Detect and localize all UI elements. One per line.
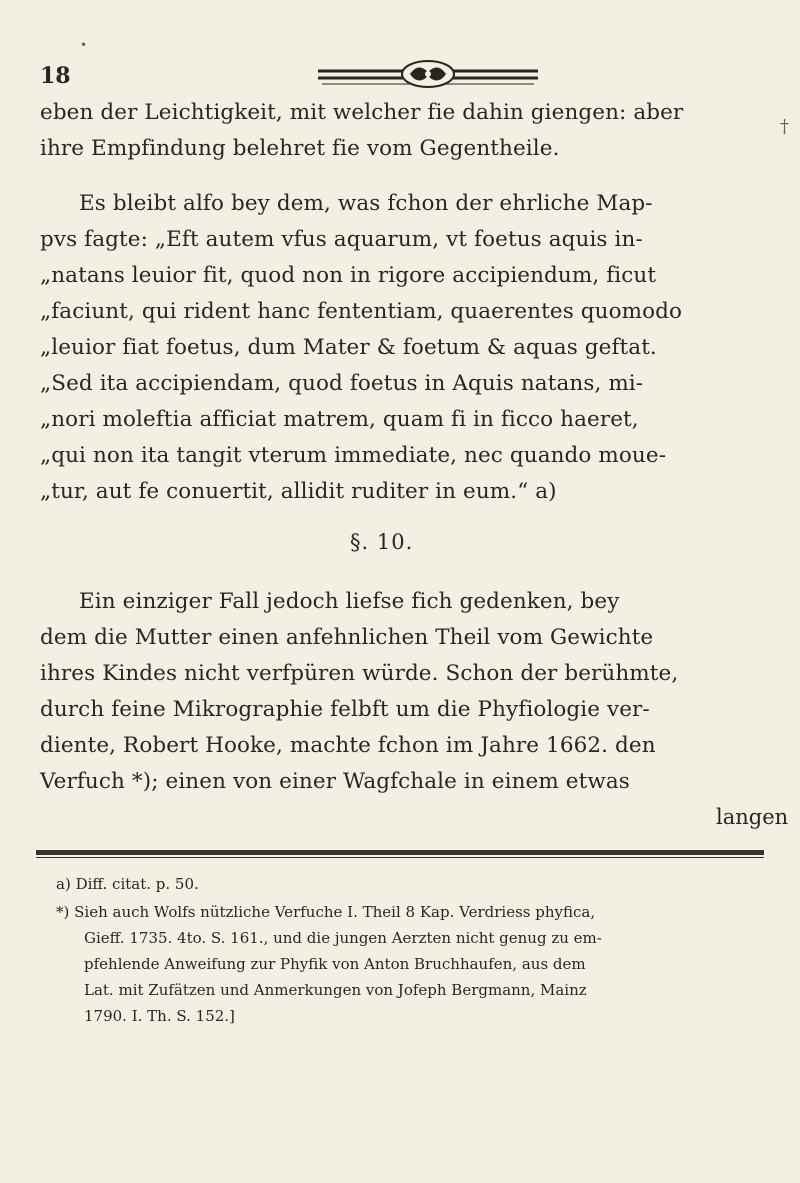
section-line: Verfuch *); einen von einer Wagfchale in einem etwas [40, 769, 630, 794]
page-number: 18 [40, 63, 71, 89]
body-line: „qui non ita tangit vterum immediate, nec quando moue- [40, 443, 667, 468]
section-line: durch feine Mikrographie felbft um die Phyfiologie ver- [40, 697, 650, 722]
section-line: ihres Kindes nicht verfpüren würde. Schon der berühmte, [40, 661, 679, 686]
body-line: „faciunt, qui rident hanc fententiam, quaerentes quomodo [40, 299, 683, 324]
body-line: „Sed ita accipiendam, quod foetus in Aquis natans, mi- [40, 371, 644, 396]
section-heading: §. 10. [350, 530, 414, 554]
section-line: Ein einziger Fall jedoch liefse fich gedenken, bey [79, 589, 620, 614]
body-line: Es bleibt alfo bey dem, was fchon der ehrliche Map- [79, 191, 653, 216]
footnote-line: Gieff. 1735. 4to. S. 161., und die jungen Aerzten nicht genug zu em- [84, 929, 602, 947]
footnote-line: pfehlende Anweifung zur Phyfik von Anton Bruchhaufen, aus dem [84, 955, 586, 973]
body-line: „nori moleftia afficiat matrem, quam fi in ficco haeret, [40, 407, 639, 432]
section-line: dem die Mutter einen anfehnlichen Theil vom Gewichte [40, 625, 654, 650]
headpiece-ornament [318, 60, 538, 90]
footnote-line: Lat. mit Zufätzen und Anmerkungen von Jofeph Bergmann, Mainz [84, 981, 587, 999]
section-line: diente, Robert Hooke, machte fchon im Jahre 1662. den [40, 733, 656, 758]
footnote-line: 1790. I. Th. S. 152.] [84, 1007, 235, 1025]
body-line: „natans leuior fit, quod non in rigore accipiendum, ficut [40, 263, 657, 288]
body-line: ihre Empfindung belehret fie vom Gegentheile. [40, 136, 560, 161]
body-line: eben der Leichtigkeit, mit welcher fie dahin giengen: aber [40, 100, 684, 125]
body-line: pvs fagte: „Eft autem vfus aquarum, vt foetus aquis in- [40, 227, 643, 252]
footnote-rule [36, 850, 764, 855]
footnote-line: *) Sieh auch Wolfs nützliche Verfuche I. Theil 8 Kap. Verdriess phyfica, [56, 903, 596, 921]
footnote-line: a) Diff. citat. p. 50. [56, 875, 199, 893]
catchword: langen [716, 805, 789, 829]
body-line: „leuior fiat foetus, dum Mater & foetum & aquas geftat. [40, 335, 657, 360]
page-speck: • [80, 38, 88, 52]
body-line: „tur, aut fe conuertit, allidit ruditer in eum.“ a) [40, 479, 557, 504]
margin-mark: † [780, 116, 789, 137]
